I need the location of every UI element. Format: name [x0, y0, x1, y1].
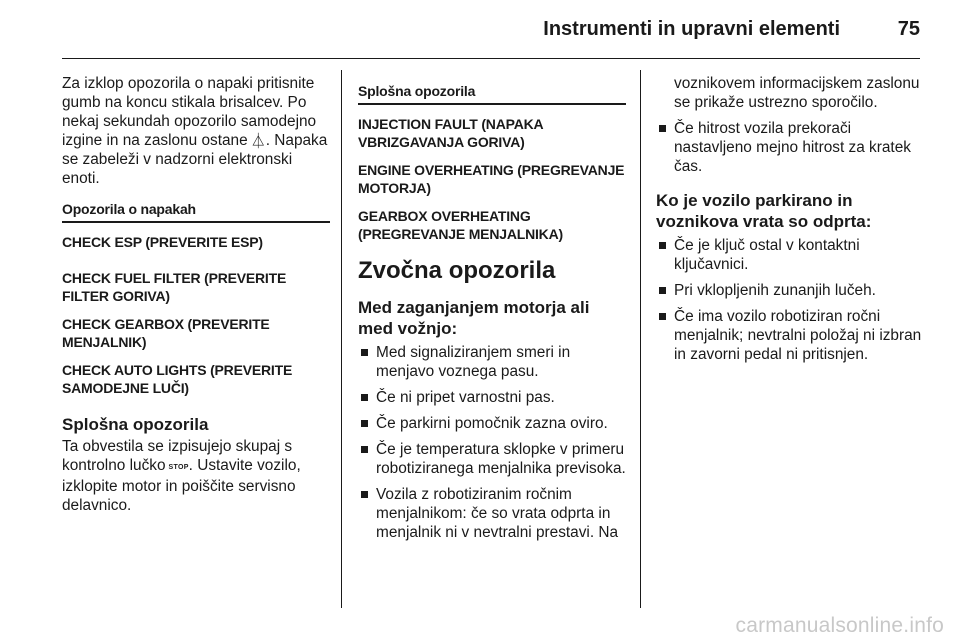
general-warnings-paragraph: Ta obvestila se izpisujejo skupaj s kontrolno lučko STOP. Ustavite vozilo, izklopite motor in poiščite servisno delavnico. — [62, 438, 301, 514]
audible-warnings-heading: Zvočna opozorila — [358, 257, 556, 284]
general-warnings-heading: Splošna opozorila — [62, 415, 209, 434]
warning-engine-overheating: ENGINE OVERHEATING (PREGREVANJE MOTORJA) — [358, 162, 625, 196]
list-item: Vozila z robotiziranim ročnim menjalnikom: če so vrata odprta in menjalnik ni v nevtralni prestavi. Na — [358, 485, 626, 542]
list-item: Pri vklopljenih zunanjih lučeh. — [656, 281, 926, 300]
warning-check-gearbox: CHECK GEARBOX (PREVERITE MENJALNIK) — [62, 316, 270, 350]
fault-warnings-heading: Opozorila o napakah — [62, 200, 330, 223]
driving-subheading: Med zaganjanjem motorja ali med vožnjo: — [358, 298, 590, 338]
page-number: 75 — [897, 18, 920, 40]
warning-check-fuel-filter: CHECK FUEL FILTER (PREVERITE FILTER GORIVA) — [62, 270, 287, 304]
warning-check-esp: CHECK ESP (PREVERITE ESP) — [62, 234, 263, 250]
continued-paragraph: voznikovem informacijskem zaslonu se prikaže ustrezno sporočilo. — [674, 75, 920, 111]
intro-paragraph-2: Napaka se zabeleži v nadzorni elektronski enoti. — [62, 132, 328, 187]
column-2 — [358, 74, 626, 549]
list-item: Če hitrost vozila prekorači nastavljeno mejno hitrost za kratek čas. — [656, 119, 926, 176]
column-3 — [656, 74, 926, 371]
warning-check-auto-lights: CHECK AUTO LIGHTS (PREVERITE SAMODEJNE LUČI) — [62, 362, 293, 396]
column-1 — [62, 74, 330, 523]
warning-gearbox-overheating: GEARBOX OVERHEATING (PREGREVANJE MENJALNIKA) — [358, 208, 563, 242]
list-item: Med signaliziranjem smeri in menjavo voznega pasu. — [358, 343, 626, 381]
parked-subheading: Ko je vozilo parkirano in voznikova vrata so odprta: — [656, 191, 872, 231]
column-divider-2 — [640, 70, 641, 608]
page-title: Instrumenti in upravni elementi — [543, 18, 840, 40]
list-item: Če ima vozilo robotiziran ročni menjalnik; nevtralni položaj ni izbran in zavorni pedal ni pritisnjen. — [656, 307, 926, 364]
list-item: Če ni pripet varnostni pas. — [358, 388, 626, 407]
driving-warning-list — [358, 343, 626, 542]
warning-symbol-icon: ⏃ — [250, 133, 266, 150]
intro-paragraph: Za izklop opozorila o napaki pritisnite gumb na koncu stikala brisalcev. Po nekaj sekundah opozorilo samodejno izgine in na zaslonu ostane ⏃. Napaka se zabeleži v nadzorni elektronski enoti. — [62, 75, 328, 187]
column-divider-1 — [341, 70, 342, 608]
watermark: carmanualsonline.info — [735, 614, 944, 637]
stop-indicator-icon: STOP — [168, 464, 189, 471]
parked-warning-list — [656, 236, 926, 364]
list-item: Če je temperatura sklopke v primeru robotiziranega menjalnika previsoka. — [358, 440, 626, 478]
general-warnings-label: Splošna opozorila — [358, 82, 626, 105]
list-item: Če parkirni pomočnik zazna oviro. — [358, 414, 626, 433]
header-divider — [62, 58, 920, 59]
warning-injection-fault: INJECTION FAULT (NAPAKA VBRIZGAVANJA GORIVA) — [358, 116, 543, 150]
list-item: Če je ključ ostal v kontaktni ključavnici. — [656, 236, 926, 274]
speed-warning-list — [656, 119, 926, 176]
